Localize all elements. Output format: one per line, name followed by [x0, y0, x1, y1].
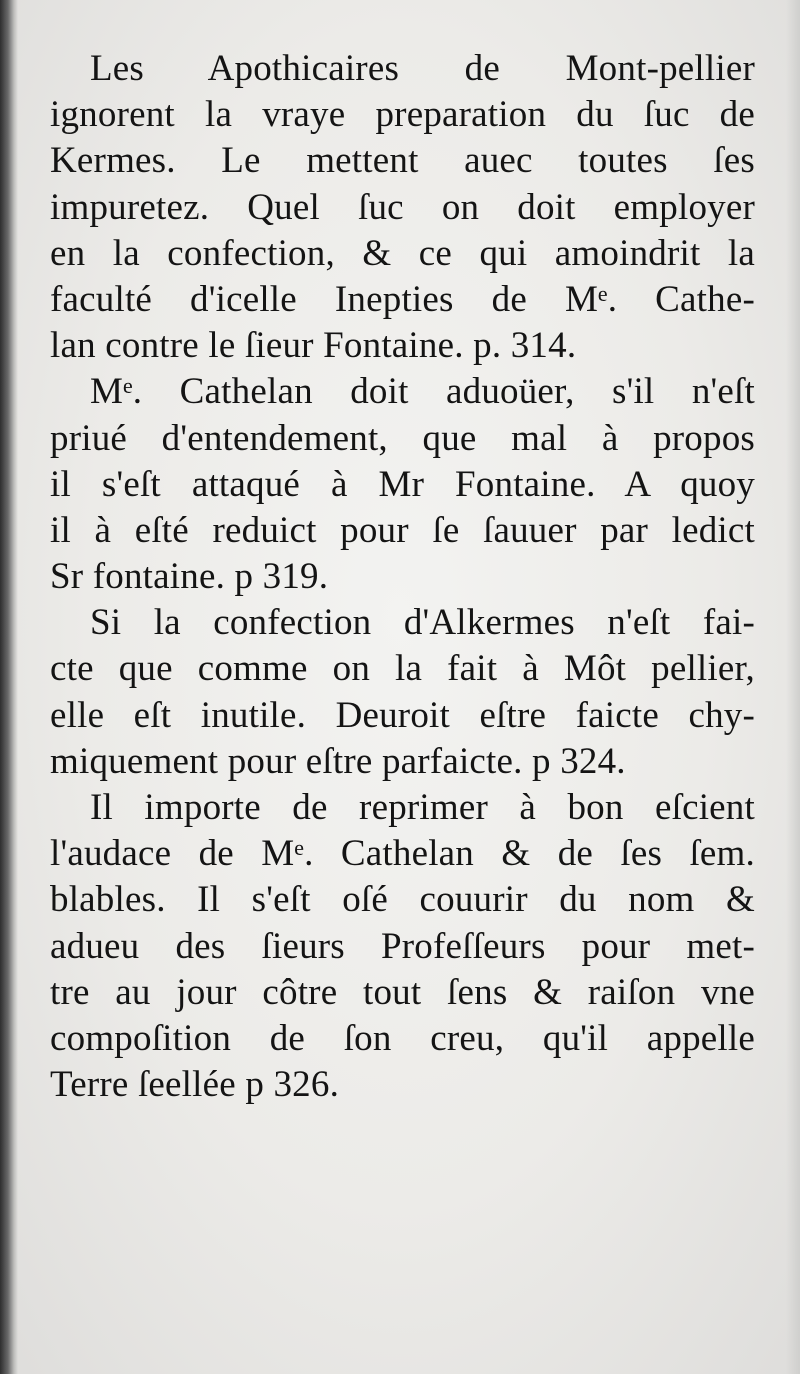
- text-line: miquement pour eſtre parfaicte. p 324.: [50, 740, 626, 782]
- text-line: ignorent la vraye preparation du ſuc de: [50, 94, 755, 136]
- text-line: adueu des ſieurs Profeſſeurs pour met-: [50, 925, 755, 967]
- text-line: elle eſt inutile. Deuroit eſtre faicte chy-: [50, 694, 755, 736]
- text-line: Si la confection d'Alkermes n'eſt fai-: [90, 602, 755, 644]
- page-binding-shadow: [0, 0, 18, 1374]
- text-line: Terre ſeellée p 326.: [50, 1064, 340, 1106]
- text-line: Kermes. Le mettent auec toutes ſes: [50, 140, 755, 182]
- text-line: faculté d'icelle Inepties de Mᵉ. Cathe-: [50, 278, 755, 320]
- text-line: lan contre le ſieur Fontaine. p. 314.: [50, 325, 577, 367]
- text-line: cte que comme on la fait à Môt pellier,: [50, 648, 755, 690]
- entry-alkermes: [50, 600, 755, 785]
- text-line: impuretez. Quel ſuc on doit employer: [50, 186, 755, 228]
- show-through-from-reverse: [70, 1090, 750, 1250]
- text-line: Il importe de reprimer à bon eſcient: [90, 787, 755, 828]
- text-line: priué d'entendement, que mal à propos: [50, 417, 755, 459]
- text-line: Les Apothicaires de Mont-pellier: [90, 48, 755, 89]
- text-line: tre au jour côtre tout ſens & raiſon vne: [50, 971, 755, 1013]
- text-line: blables. Il s'eſt oſé couurir du nom &: [50, 879, 755, 921]
- text-line: en la confection, & ce qui amoindrit la: [50, 232, 755, 274]
- text-block: [50, 46, 755, 1108]
- page-edge-shadow: [786, 0, 800, 1374]
- entry-apothicaires: [50, 46, 755, 369]
- entry-audace: [50, 785, 755, 1108]
- text-line: il à eſté reduict pour ſe ſauuer par ledict: [50, 509, 755, 551]
- text-line: l'audace de Mᵉ. Cathelan & de ſes ſem.: [50, 833, 755, 875]
- text-line: compoſition de ſon creu, qu'il appelle: [50, 1017, 755, 1059]
- text-line: Sr fontaine. p 319.: [50, 556, 329, 598]
- text-line: Mᵉ. Cathelan doit aduoüer, s'il n'eſt: [90, 371, 755, 413]
- text-line: il s'eſt attaqué à Mr Fontaine. A quoy: [50, 463, 755, 505]
- entry-cathelan-aduouer: [50, 369, 755, 600]
